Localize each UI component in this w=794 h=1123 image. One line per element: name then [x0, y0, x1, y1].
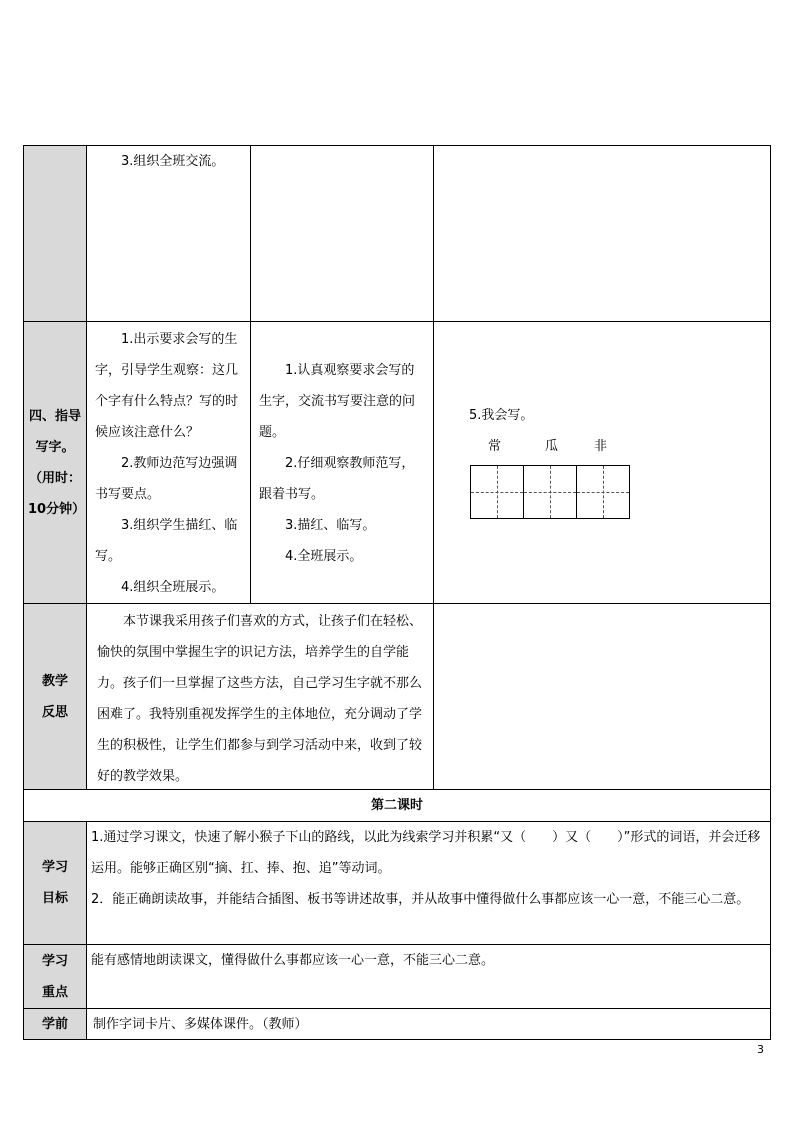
- grid-cell: [471, 466, 524, 518]
- row-header-duration: （用时：10分钟）: [28, 470, 86, 517]
- student-step: 2.仔细观察教师范写，跟着书写。: [259, 456, 415, 502]
- row-header-line: 学习: [41, 860, 68, 875]
- row-header-prep: [24, 1009, 86, 1039]
- row-key-points: [23, 944, 771, 1008]
- grid-guide-horizontal: [471, 492, 523, 493]
- student-step: 3.描红、临写。: [285, 518, 376, 533]
- student-activity-cell: [250, 322, 433, 603]
- row-learning-goals: [23, 821, 771, 944]
- row-header-line: 目标: [41, 891, 68, 906]
- teacher-activity-cell: [86, 146, 250, 321]
- goal-item: 2．能正确朗读故事，并能结合插图、板书等讲述故事，并从故事中懂得做什么事都应该一心一意，不能三心二意。: [91, 892, 750, 907]
- row-header-writing: [24, 322, 86, 603]
- teacher-activity-cell: [86, 322, 250, 603]
- lesson-plan-table: [23, 145, 771, 1040]
- student-step: 4.全班展示。: [285, 549, 363, 564]
- exercise-cell: [433, 146, 770, 321]
- row-writing-guidance: [23, 321, 771, 603]
- row-header-line: 学习: [41, 953, 68, 969]
- goal-item: 1.通过学习课文，快速了解小猴子下山的路线，以此为线索学习并积累“又（ ）又（ ）”形式的词语，并会迁移运用。能够正确区别“摘、扛、捧、抱、追”等动词。: [91, 830, 761, 876]
- grid-guide-horizontal: [577, 492, 629, 493]
- row-teaching-reflection: [23, 603, 771, 789]
- lesson-title: 第二课时: [370, 798, 423, 813]
- practice-character: 瓜: [545, 439, 559, 454]
- student-step: 1.认真观察要求会写的生字，交流书写要注意的问题。: [259, 363, 416, 440]
- student-activity-cell: [250, 146, 433, 321]
- keypoints-text: 能有感情地朗读课文，懂得做什么事都应该一心一意，不能三心二意。: [91, 953, 495, 968]
- practice-character: 常: [488, 439, 502, 454]
- row-header-line: 反思: [41, 704, 68, 720]
- row-header-title: 四、指导写字。: [28, 408, 81, 455]
- teacher-step: 3.组织学生描红、临写。: [95, 518, 238, 564]
- row-group-discussion: [23, 145, 771, 321]
- exercise-title: 5.我会写。: [469, 408, 534, 423]
- grid-guide-horizontal: [524, 492, 576, 493]
- row-header-empty: [24, 146, 86, 321]
- grid-cell: [524, 466, 577, 518]
- reflection-blank-cell: [433, 604, 770, 789]
- row-header-line: 学前: [41, 1016, 68, 1032]
- keypoints-text-cell: [86, 945, 770, 1008]
- teacher-step: 3.组织全班交流。: [121, 154, 225, 169]
- writing-practice-grid: [470, 465, 630, 519]
- row-header-line: 重点: [41, 984, 68, 1000]
- prep-text: 制作字词卡片、多媒体课件。（教师）: [93, 1017, 308, 1032]
- grid-cell: [577, 466, 629, 518]
- page-number: 3: [757, 1043, 764, 1056]
- row-header-goals: [24, 822, 86, 944]
- row-lesson-title: [23, 789, 771, 821]
- reflection-text: 本节课我采用孩子们喜欢的方式，让孩子们在轻松、愉快的氛围中掌握生字的识记方法，培养学生的自学能力。孩子们一旦掌握了这些方法，自己学习生字就不那么困难了。我特别重视发挥学生的主体地位，充分调动了学生的积极性，让学生们都参与到学习活动中来，收到了较好的教学效果。: [97, 614, 423, 784]
- goals-text-cell: [86, 822, 770, 944]
- row-header-keypoints: [24, 945, 86, 1008]
- teacher-step: 1.出示要求会写的生字，引导学生观察：这几个字有什么特点？写的时候应该注意什么？: [95, 332, 239, 440]
- prep-text-cell: [86, 1009, 770, 1039]
- row-preparation: [23, 1008, 771, 1040]
- exercise-cell: [433, 322, 770, 603]
- reflection-text-cell: [86, 604, 433, 789]
- row-header-line: 教学: [41, 673, 68, 689]
- teacher-step: 4.组织全班展示。: [121, 580, 225, 595]
- row-header-reflection: [24, 604, 86, 789]
- practice-character: 非: [594, 439, 608, 454]
- teacher-step: 2.教师边范写边强调书写要点。: [95, 456, 238, 502]
